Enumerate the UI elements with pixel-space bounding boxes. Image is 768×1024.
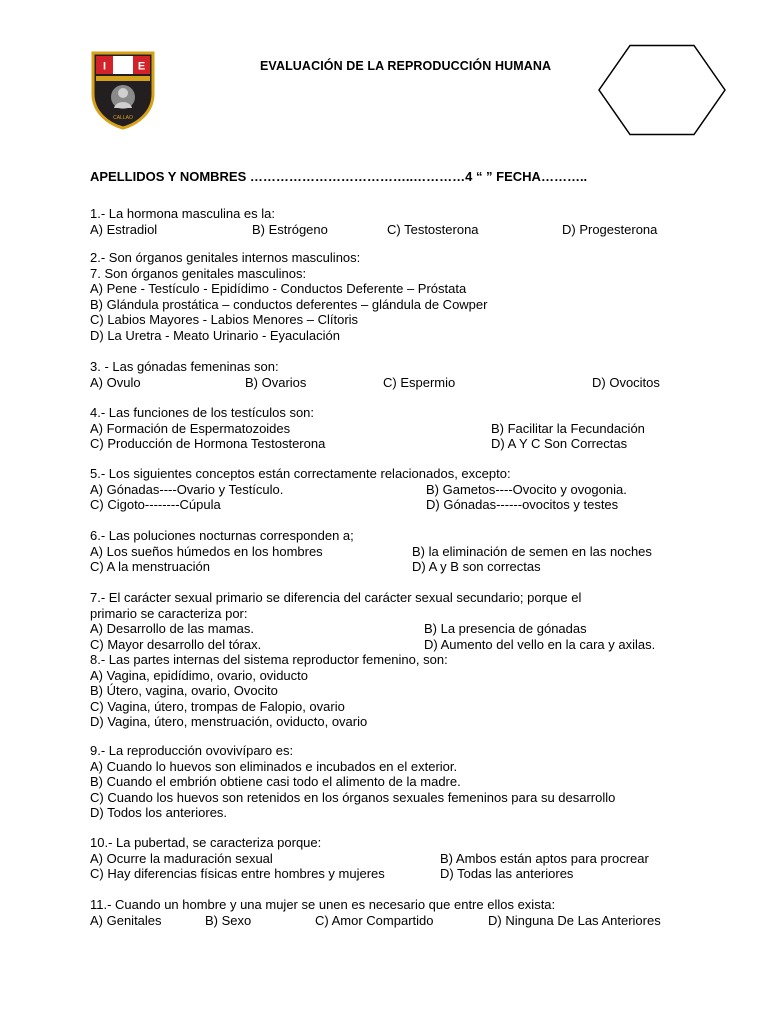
- answer-option[interactable]: C) Vagina, útero, trompas de Falopio, ovario: [90, 698, 345, 714]
- logo-letter-i: I: [102, 60, 107, 73]
- question-stem-text: 2.- Son órganos genitales internos masculinos:: [90, 250, 361, 265]
- answer-option[interactable]: D) Gónadas------ovocitos y testes: [426, 497, 619, 512]
- answer-option[interactable]: B) Gametos----Ovocito y ovogonia.: [426, 481, 627, 497]
- answer-option[interactable]: C) Amor Compartido: [315, 912, 434, 928]
- question-stem-text: 8.- Las partes internas del sistema reproductor femenino, son:: [90, 652, 448, 667]
- answer-option[interactable]: B) Útero, vagina, ovario, Ovocito: [90, 683, 278, 698]
- answer-option[interactable]: D) A y B son correctas: [412, 559, 541, 574]
- answer-option[interactable]: C) Cigoto--------Cúpula: [90, 497, 221, 512]
- answer-option[interactable]: B) La presencia de gónadas: [424, 621, 587, 636]
- answer-option[interactable]: B) Sexo: [205, 912, 252, 928]
- answer-option[interactable]: A) Ovulo: [90, 374, 141, 390]
- school-emblem: [90, 50, 156, 130]
- answer-option[interactable]: B) Estrógeno: [252, 221, 328, 237]
- answer-option[interactable]: A) Desarrollo de las mamas.: [90, 621, 254, 636]
- question-stem-text: 6.- Las poluciones nocturnas corresponden a;: [90, 528, 354, 543]
- score-hexagon[interactable]: [597, 44, 727, 136]
- answer-option[interactable]: D) Todos los anteriores.: [90, 805, 228, 820]
- answer-option[interactable]: A) Ocurre la maduración sexual: [90, 850, 273, 866]
- question-stem-text: 4.- Las funciones de los testículos son:: [90, 405, 315, 420]
- answer-option[interactable]: B) la eliminación de semen en las noches: [412, 543, 652, 559]
- answer-option[interactable]: C) Labios Mayores - Labios Menores – Clítoris: [90, 312, 359, 327]
- answer-option[interactable]: C) Hay diferencias físicas entre hombres y mujeres: [90, 866, 385, 881]
- question-stem-text: 1.- La hormona masculina es la:: [90, 206, 275, 221]
- answer-option[interactable]: D) Aumento del vello en la cara y axilas.: [424, 636, 656, 652]
- answer-option[interactable]: A) Formación de Espermatozoides: [90, 420, 291, 436]
- question-stem-text: 3. - Las gónadas femeninas son:: [90, 359, 279, 374]
- answer-option[interactable]: C) Espermio: [383, 374, 456, 390]
- answer-option[interactable]: A) Gónadas----Ovario y Testículo.: [90, 481, 284, 497]
- question-stem-text: 7. Son órganos genitales masculinos:: [90, 265, 307, 281]
- answer-option[interactable]: A) Cuando lo huevos son eliminados e incubados en el exterior.: [90, 758, 458, 774]
- question-stem-text: primario se caracteriza por:: [90, 605, 248, 621]
- answer-option[interactable]: D) Vagina, útero, menstruación, oviducto, ovario: [90, 714, 368, 729]
- logo-letter-e: E: [137, 60, 146, 73]
- answer-option[interactable]: C) Mayor desarrollo del tórax.: [90, 636, 262, 652]
- answer-option[interactable]: B) Glándula prostática – conductos deferentes – glándula de Cowper: [90, 296, 488, 312]
- answer-option[interactable]: A) Vagina, epidídimo, ovario, oviducto: [90, 667, 308, 683]
- answer-option[interactable]: B) Cuando el embrión obtiene casi todo el alimento de la madre.: [90, 774, 461, 789]
- answer-option[interactable]: C) A la menstruación: [90, 559, 210, 574]
- answer-option[interactable]: D) Progesterona: [562, 221, 658, 237]
- question-stem-text: 10.- La pubertad, se caracteriza porque:: [90, 835, 322, 850]
- answer-option[interactable]: B) Ambos están aptos para procrear: [440, 850, 649, 866]
- answer-option[interactable]: A) Estradiol: [90, 221, 158, 237]
- answer-option[interactable]: A) Genitales: [90, 912, 162, 928]
- answer-option[interactable]: A) Pene - Testículo - Epidídimo - Conductos Deferente – Próstata: [90, 281, 467, 296]
- answer-option[interactable]: D) La Uretra - Meato Urinario - Eyaculación: [90, 327, 340, 343]
- answer-option[interactable]: B) Ovarios: [245, 374, 307, 390]
- logo-city: CALLAO: [113, 115, 133, 121]
- answer-option[interactable]: D) Ovocitos: [592, 374, 660, 390]
- question-stem-text: 9.- La reproducción ovovivíparo es:: [90, 743, 294, 758]
- answer-option[interactable]: C) Testosterona: [387, 221, 479, 237]
- question-stem-text: 5.- Los siguientes conceptos están correctamente relacionados, excepto:: [90, 466, 511, 481]
- question-stem-text: 11.- Cuando un hombre y una mujer se unen es necesario que entre ellos exista:: [90, 897, 556, 912]
- page-title: EVALUACIÓN DE LA REPRODUCCIÓN HUMANA: [260, 59, 552, 73]
- question-stem-text: 7.- El carácter sexual primario se diferencia del carácter sexual secundario; porque el: [90, 590, 582, 605]
- answer-option[interactable]: C) Producción de Hormona Testosterona: [90, 436, 326, 451]
- answer-option[interactable]: D) Todas las anteriores: [440, 866, 574, 881]
- student-info-line[interactable]: APELLIDOS Y NOMBRES ………………………………..…………4 “ ” FECHA………..: [90, 169, 588, 184]
- answer-option[interactable]: A) Los sueños húmedos en los hombres: [90, 543, 323, 559]
- answer-option[interactable]: B) Facilitar la Fecundación: [491, 420, 645, 436]
- answer-option[interactable]: D) A Y C Son Correctas: [491, 436, 628, 451]
- answer-option[interactable]: C) Cuando los huevos son retenidos en los órganos sexuales femeninos para su desarrollo: [90, 789, 616, 805]
- answer-option[interactable]: D) Ninguna De Las Anteriores: [488, 912, 661, 928]
